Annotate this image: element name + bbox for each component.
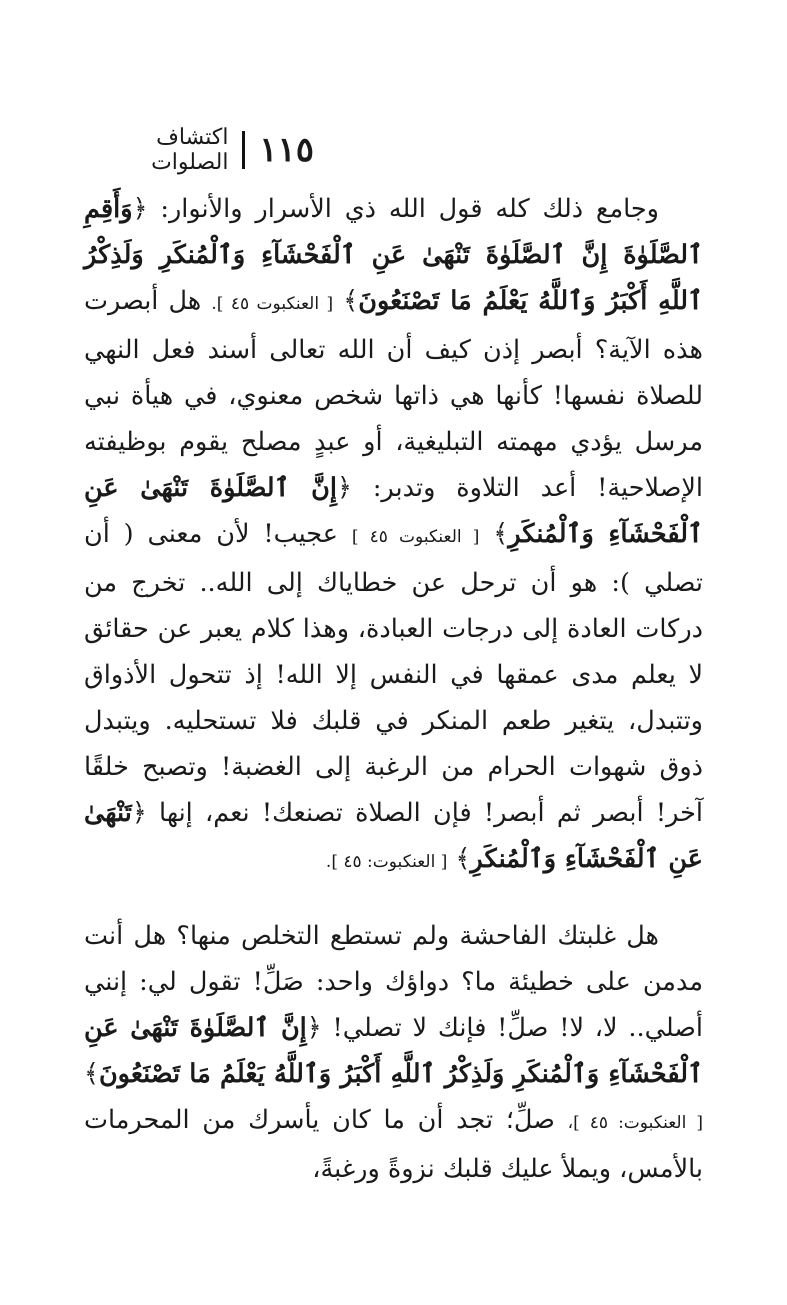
quran-verse: وَأَقِمِ ٱلصَّلَوٰةَ إِنَّ ٱلصَّلَوٰةَ تَنْهَىٰ عَنِ ٱلْفَحْشَآءِ وَٱلْمُنكَرِ وَلَذِكْرُ ٱللَّهِ أَكْبَرُ وَٱللَّهُ يَعْلَمُ مَا تَصْنَعُونَ [84, 194, 703, 316]
verse-reference: [ العنكبوت ٤٥ ] [351, 527, 480, 547]
running-head [84, 125, 314, 175]
quran-verse: إِنَّ ٱلصَّلَوٰةَ تَنْهَىٰ عَنِ ٱلْفَحْشَآءِ وَٱلْمُنكَرِ وَلَذِكْرُ ٱللَّهِ أَكْبَرُ وَٱللَّهُ يَعْلَمُ مَا تَصْنَعُونَ [84, 1013, 703, 1089]
running-title: اكتشاف الصلوات [151, 125, 229, 175]
quran-close-bracket: ﴾ [455, 844, 471, 874]
quran-verse: إِنَّ ٱلصَّلَوٰةَ تَنْهَىٰ عَنِ ٱلْفَحْشَآءِ وَٱلْمُنكَرِ [84, 473, 704, 549]
body-text: وجامع ذلك كله قول الله ذي الأسرار والأنوار: [160, 194, 659, 224]
quran-close-bracket: ﴾ [493, 519, 509, 549]
verse-reference: [ العنكبوت: ٤٥ ]، [567, 1113, 703, 1133]
body-text: هل أبصرت هذه الآية؟ أبصر إذن كيف أن الله تعالى أسند فعل النهي للصلاة نفسها! كأنها هي ذاتها شخص معنوي، في هيأة نبي مرسل يؤدي مهمته التبليغية، أو عبدٍ مصلح يقوم بوظيفته الإصلاحية! أعد التلاوة وتدبر: [84, 286, 704, 503]
quran-open-bracket: ﴿ [132, 194, 148, 224]
verse-reference: [ العنكبوت ٤٥ ]. [211, 294, 334, 314]
verse-reference: [ العنكبوت: ٤٥ ]. [325, 852, 448, 872]
page-number: ١١٥ [259, 130, 314, 170]
body-text: صلِّ؛ تجد أن ما كان يأسرك من المحرمات بالأمس، ويملأ عليك قلبك نزوةً ورغبةً، [84, 1105, 703, 1184]
quran-open-bracket: ﴿ [306, 1013, 322, 1043]
quran-open-bracket: ﴿ [131, 798, 147, 828]
body-text: هل غلبتك الفاحشة ولم تستطع التخلص منها؟ هل أنت مدمن على خطيئة ما؟ دواؤك واحد: صَلِّ! تقول لي: إنني أصلي.. لا، لا! صلِّ! فإنك لا تصلي! [84, 921, 704, 1043]
paragraph-2 [84, 913, 703, 1192]
quran-open-bracket: ﴿ [336, 473, 352, 503]
page-body [84, 186, 703, 1192]
quran-close-bracket: ﴾ [343, 286, 359, 316]
quran-close-bracket: ﴾ [84, 1059, 99, 1089]
quran-verse: تَنْهَىٰ عَنِ ٱلْفَحْشَآءِ وَٱلْمُنكَرِ [84, 798, 703, 874]
header-divider [242, 131, 245, 169]
body-text: عجيب! لأن معنى ( أن تصلي ): هو أن ترحل عن خطاياك إلى الله.. تخرج من دركات العادة إلى درجات العبادة، وهذا كلام يعبر عن حقائق لا يعلم مدى عمقها في النفس إلا الله! إذ تتحول الأذواق وتتبدل، يتغير طعم المنكر في قلبك فلا تستحليه. ويتبدل ذوق شهوات الحرام من الرغبة إلى الغضبة! وتصبح خلقًا آخر! أبصر ثم أبصر! فإن الصلاة تصنعك! نعم، إنها [84, 519, 703, 828]
paragraph-1 [84, 186, 703, 885]
